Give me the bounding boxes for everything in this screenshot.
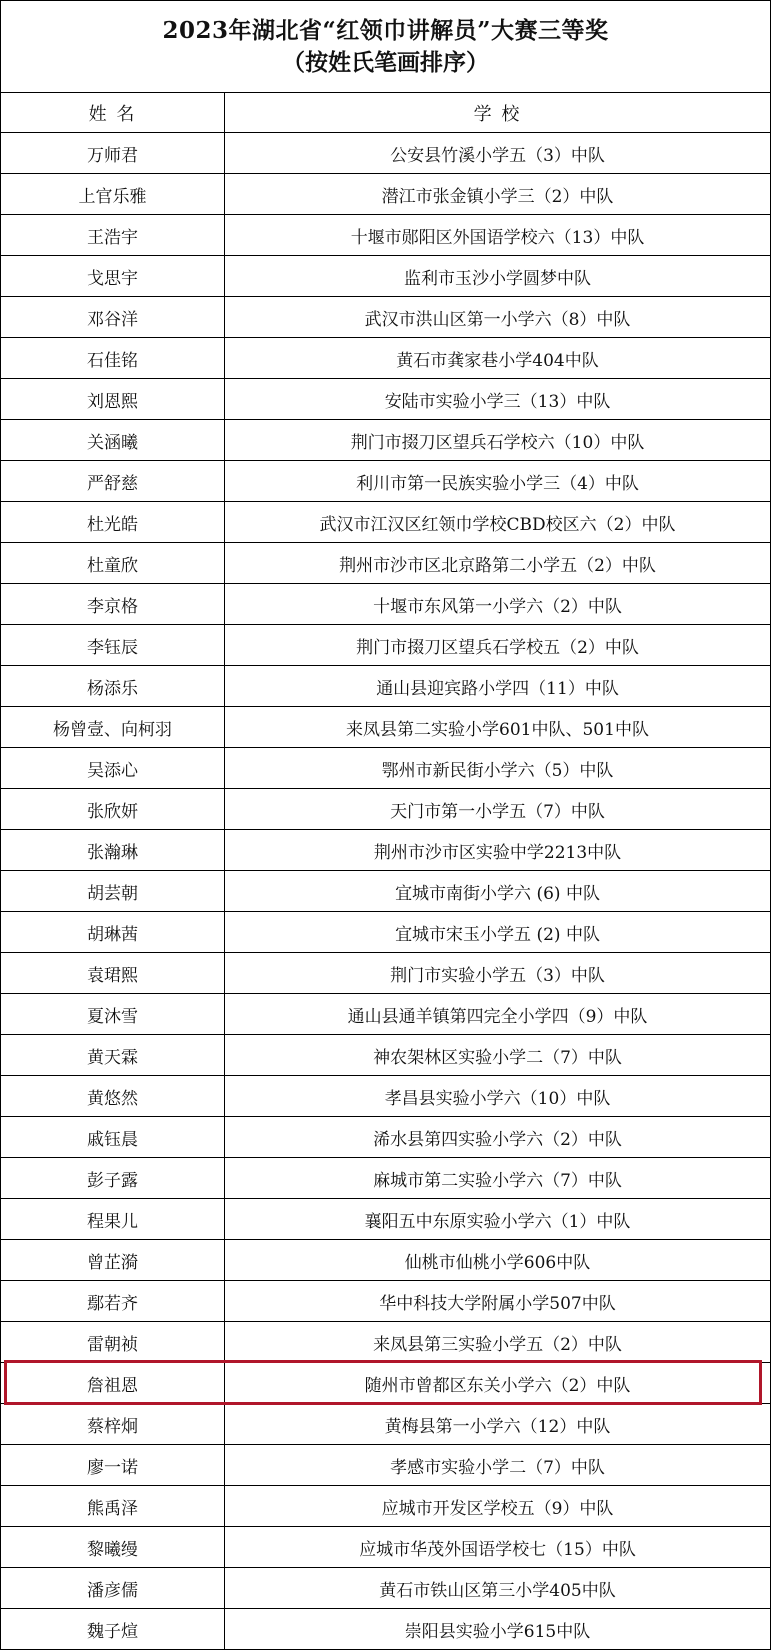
- table-row: [1, 338, 771, 379]
- table-row: [1, 1568, 771, 1609]
- student-name-cell: 邓谷洋: [1, 297, 225, 338]
- student-name-cell: 杨添乐: [1, 666, 225, 707]
- student-name-cell: 张瀚琳: [1, 830, 225, 871]
- school-cell: 襄阳五中东原实验小学六（1）中队: [225, 1199, 771, 1240]
- student-name-cell: 李钰辰: [1, 625, 225, 666]
- student-name-cell: 魏子煊: [1, 1609, 225, 1650]
- table-row: [1, 994, 771, 1035]
- student-name-cell: 鄢若齐: [1, 1281, 225, 1322]
- school-cell: 随州市曾都区东关小学六（2）中队: [225, 1363, 771, 1404]
- school-cell: 十堰市东风第一小学六（2）中队: [225, 584, 771, 625]
- table-row: [1, 1158, 771, 1199]
- table-row: [1, 748, 771, 789]
- school-cell: 安陆市实验小学三（13）中队: [225, 379, 771, 420]
- student-name-cell: 万师君: [1, 133, 225, 174]
- table-row: [1, 1445, 771, 1486]
- page-subtitle: （按姓氏笔画排序）: [282, 48, 489, 76]
- school-cell: 利川市第一民族实验小学三（4）中队: [225, 461, 771, 502]
- school-cell: 公安县竹溪小学五（3）中队: [225, 133, 771, 174]
- page-title: 2023年湖北省“红领巾讲解员”大赛三等奖: [162, 16, 609, 44]
- school-cell: 荆门市掇刀区望兵石学校五（2）中队: [225, 625, 771, 666]
- school-cell: 荆门市掇刀区望兵石学校六（10）中队: [225, 420, 771, 461]
- column-header-name: 姓 名: [1, 93, 225, 133]
- table-row: [1, 1281, 771, 1322]
- student-name-cell: 熊禹泽: [1, 1486, 225, 1527]
- table-row: [1, 133, 771, 174]
- school-cell: 鄂州市新民街小学六（5）中队: [225, 748, 771, 789]
- header-row: [1, 93, 771, 133]
- table-row: [1, 1527, 771, 1568]
- student-name-cell: 戚钰晨: [1, 1117, 225, 1158]
- title-row: [1, 1, 771, 93]
- student-name-cell: 吴添心: [1, 748, 225, 789]
- school-cell: 黄梅县第一小学六（12）中队: [225, 1404, 771, 1445]
- student-name-cell: 詹祖恩: [1, 1363, 225, 1404]
- student-name-cell: 黎曦缦: [1, 1527, 225, 1568]
- table-row: [1, 789, 771, 830]
- school-cell: 荆门市实验小学五（3）中队: [225, 953, 771, 994]
- school-cell: 浠水县第四实验小学六（2）中队: [225, 1117, 771, 1158]
- table-row: [1, 1076, 771, 1117]
- school-cell: 荆州市沙市区北京路第二小学五（2）中队: [225, 543, 771, 584]
- school-cell: 黄石市铁山区第三小学405中队: [225, 1568, 771, 1609]
- student-name-cell: 严舒慈: [1, 461, 225, 502]
- table-row: [1, 1199, 771, 1240]
- table-row: [1, 707, 771, 748]
- student-name-cell: 胡琳茜: [1, 912, 225, 953]
- table-row: [1, 1240, 771, 1281]
- table-row: [1, 174, 771, 215]
- student-name-cell: 胡芸朝: [1, 871, 225, 912]
- student-name-cell: 夏沐雪: [1, 994, 225, 1035]
- student-name-cell: 曾芷漪: [1, 1240, 225, 1281]
- table-row: [1, 1609, 771, 1650]
- student-name-cell: 潘彦儒: [1, 1568, 225, 1609]
- student-name-cell: 廖一诺: [1, 1445, 225, 1486]
- table-row: [1, 420, 771, 461]
- school-cell: 麻城市第二实验小学六（7）中队: [225, 1158, 771, 1199]
- school-cell: 潜江市张金镇小学三（2）中队: [225, 174, 771, 215]
- school-cell: 监利市玉沙小学圆梦中队: [225, 256, 771, 297]
- school-cell: 应城市开发区学校五（9）中队: [225, 1486, 771, 1527]
- student-name-cell: 李京格: [1, 584, 225, 625]
- column-header-school: 学 校: [225, 93, 771, 133]
- student-name-cell: 程果儿: [1, 1199, 225, 1240]
- student-name-cell: 袁珺熙: [1, 953, 225, 994]
- table-row: [1, 297, 771, 338]
- student-name-cell: 彭子露: [1, 1158, 225, 1199]
- table-row: [1, 461, 771, 502]
- school-cell: 神农架林区实验小学二（7）中队: [225, 1035, 771, 1076]
- student-name-cell: 上官乐雅: [1, 174, 225, 215]
- table-row: [1, 912, 771, 953]
- student-name-cell: 杜童欣: [1, 543, 225, 584]
- table-row: [1, 502, 771, 543]
- school-cell: 来凤县第三实验小学五（2）中队: [225, 1322, 771, 1363]
- table-row: [1, 584, 771, 625]
- table-row: [1, 953, 771, 994]
- title-cell: [1, 1, 771, 93]
- table-row: [1, 543, 771, 584]
- table-row: [1, 1486, 771, 1527]
- school-cell: 孝感市实验小学二（7）中队: [225, 1445, 771, 1486]
- table-row: [1, 871, 771, 912]
- table-row: [1, 215, 771, 256]
- school-cell: 来凤县第二实验小学601中队、501中队: [225, 707, 771, 748]
- school-cell: 仙桃市仙桃小学606中队: [225, 1240, 771, 1281]
- table-row: [1, 625, 771, 666]
- table-row: [1, 379, 771, 420]
- school-cell: 通山县迎宾路小学四（11）中队: [225, 666, 771, 707]
- student-name-cell: 黄悠然: [1, 1076, 225, 1117]
- table-row: [1, 1404, 771, 1445]
- school-cell: 通山县通羊镇第四完全小学四（9）中队: [225, 994, 771, 1035]
- school-cell: 天门市第一小学五（7）中队: [225, 789, 771, 830]
- student-name-cell: 王浩宇: [1, 215, 225, 256]
- student-name-cell: 关涵曦: [1, 420, 225, 461]
- student-name-cell: 刘恩熙: [1, 379, 225, 420]
- school-cell: 十堰市郧阳区外国语学校六（13）中队: [225, 215, 771, 256]
- school-cell: 应城市华茂外国语学校七（15）中队: [225, 1527, 771, 1568]
- table-row: [1, 1035, 771, 1076]
- student-name-cell: 杜光皓: [1, 502, 225, 543]
- student-name-cell: 黄天霖: [1, 1035, 225, 1076]
- school-cell: 武汉市江汉区红领巾学校CBD校区六（2）中队: [225, 502, 771, 543]
- student-name-cell: 蔡梓炯: [1, 1404, 225, 1445]
- school-cell: 武汉市洪山区第一小学六（8）中队: [225, 297, 771, 338]
- school-cell: 黄石市龚家巷小学404中队: [225, 338, 771, 379]
- student-name-cell: 戈思宇: [1, 256, 225, 297]
- school-cell: 华中科技大学附属小学507中队: [225, 1281, 771, 1322]
- student-name-cell: 杨曾壹、向柯羽: [1, 707, 225, 748]
- table-row: [1, 830, 771, 871]
- school-cell: 宜城市南街小学六 (6) 中队: [225, 871, 771, 912]
- table-row: [1, 1117, 771, 1158]
- table-row: [1, 1322, 771, 1363]
- student-name-cell: 张欣妍: [1, 789, 225, 830]
- school-cell: 孝昌县实验小学六（10）中队: [225, 1076, 771, 1117]
- table-row: [1, 256, 771, 297]
- table-row: [1, 666, 771, 707]
- student-name-cell: 雷朝祯: [1, 1322, 225, 1363]
- school-cell: 荆州市沙市区实验中学2213中队: [225, 830, 771, 871]
- school-cell: 崇阳县实验小学615中队: [225, 1609, 771, 1650]
- student-name-cell: 石佳铭: [1, 338, 225, 379]
- table-row: [1, 1363, 771, 1404]
- school-cell: 宜城市宋玉小学五 (2) 中队: [225, 912, 771, 953]
